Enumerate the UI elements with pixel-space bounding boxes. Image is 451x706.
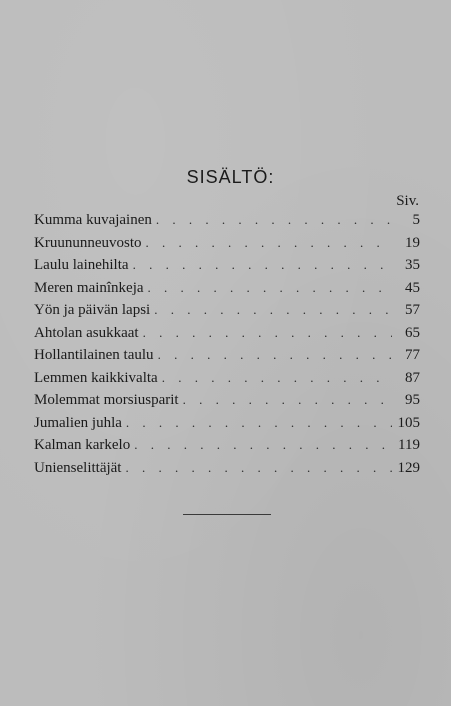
dot-leader — [133, 254, 392, 277]
dot-leader — [148, 277, 392, 300]
toc-entry-title: Jumalien juhla — [34, 414, 122, 431]
toc-entry — [34, 232, 420, 255]
toc-entry-title: Lemmen kaikkivalta — [34, 369, 158, 386]
toc-entry-page: 105 — [397, 414, 420, 431]
toc-entry-page: 19 — [405, 234, 420, 251]
toc-entry — [34, 254, 420, 277]
toc-entry-page: 95 — [405, 392, 420, 408]
toc-entry — [34, 299, 420, 322]
toc-entry-title: Kalman karkelo — [34, 437, 131, 453]
toc-entry-title: Kruununneuvosto — [34, 234, 142, 251]
toc-entry-page: 5 — [412, 212, 420, 228]
toc-entry — [34, 389, 420, 412]
toc-entry-title: Unienselittäjät — [34, 459, 122, 476]
toc-entry-page: 65 — [405, 324, 420, 341]
toc-entry-page: 57 — [405, 302, 420, 318]
page-title: SISÄLTÖ: — [186, 167, 275, 187]
dot-leader — [125, 457, 391, 480]
dot-leader — [158, 344, 392, 367]
toc-entry — [34, 412, 420, 435]
toc-entry-page: 119 — [398, 437, 420, 453]
dot-leader — [154, 299, 392, 322]
dot-leader — [143, 322, 392, 345]
toc-entry — [34, 434, 420, 457]
dot-leader — [126, 412, 392, 435]
toc-entry-page: 129 — [397, 459, 420, 476]
dot-leader — [162, 367, 392, 390]
toc-entry-title: Ahtolan asukkaat — [34, 324, 139, 341]
dot-leader — [134, 434, 392, 457]
dot-leader — [183, 389, 392, 412]
dot-leader — [156, 209, 392, 232]
toc-entry-title: Molemmat morsiusparit — [34, 392, 179, 408]
dot-leader — [146, 232, 393, 255]
toc-entry-page: 45 — [405, 279, 420, 296]
toc-entry — [34, 277, 420, 300]
toc-entry-page: 35 — [405, 257, 420, 273]
toc-entry — [34, 209, 420, 232]
toc-entry-title: Hollantilainen taulu — [34, 347, 154, 363]
toc-entry-title: Laulu lainehilta — [34, 257, 129, 273]
divider-rule — [183, 514, 271, 515]
toc-entry — [34, 457, 420, 480]
toc-entry-title: Yön ja päivän lapsi — [34, 302, 151, 318]
toc-entry-page: 87 — [405, 369, 420, 386]
toc-entry-title: Meren mainînkeja — [34, 279, 144, 296]
toc-entry-page: 77 — [405, 347, 420, 363]
page-column-label: Siv. — [396, 193, 419, 209]
toc-entry-title: Kumma kuvajainen — [34, 212, 152, 228]
table-of-contents — [34, 209, 420, 479]
toc-entry — [34, 344, 420, 367]
toc-entry — [34, 322, 420, 345]
toc-entry — [34, 367, 420, 390]
